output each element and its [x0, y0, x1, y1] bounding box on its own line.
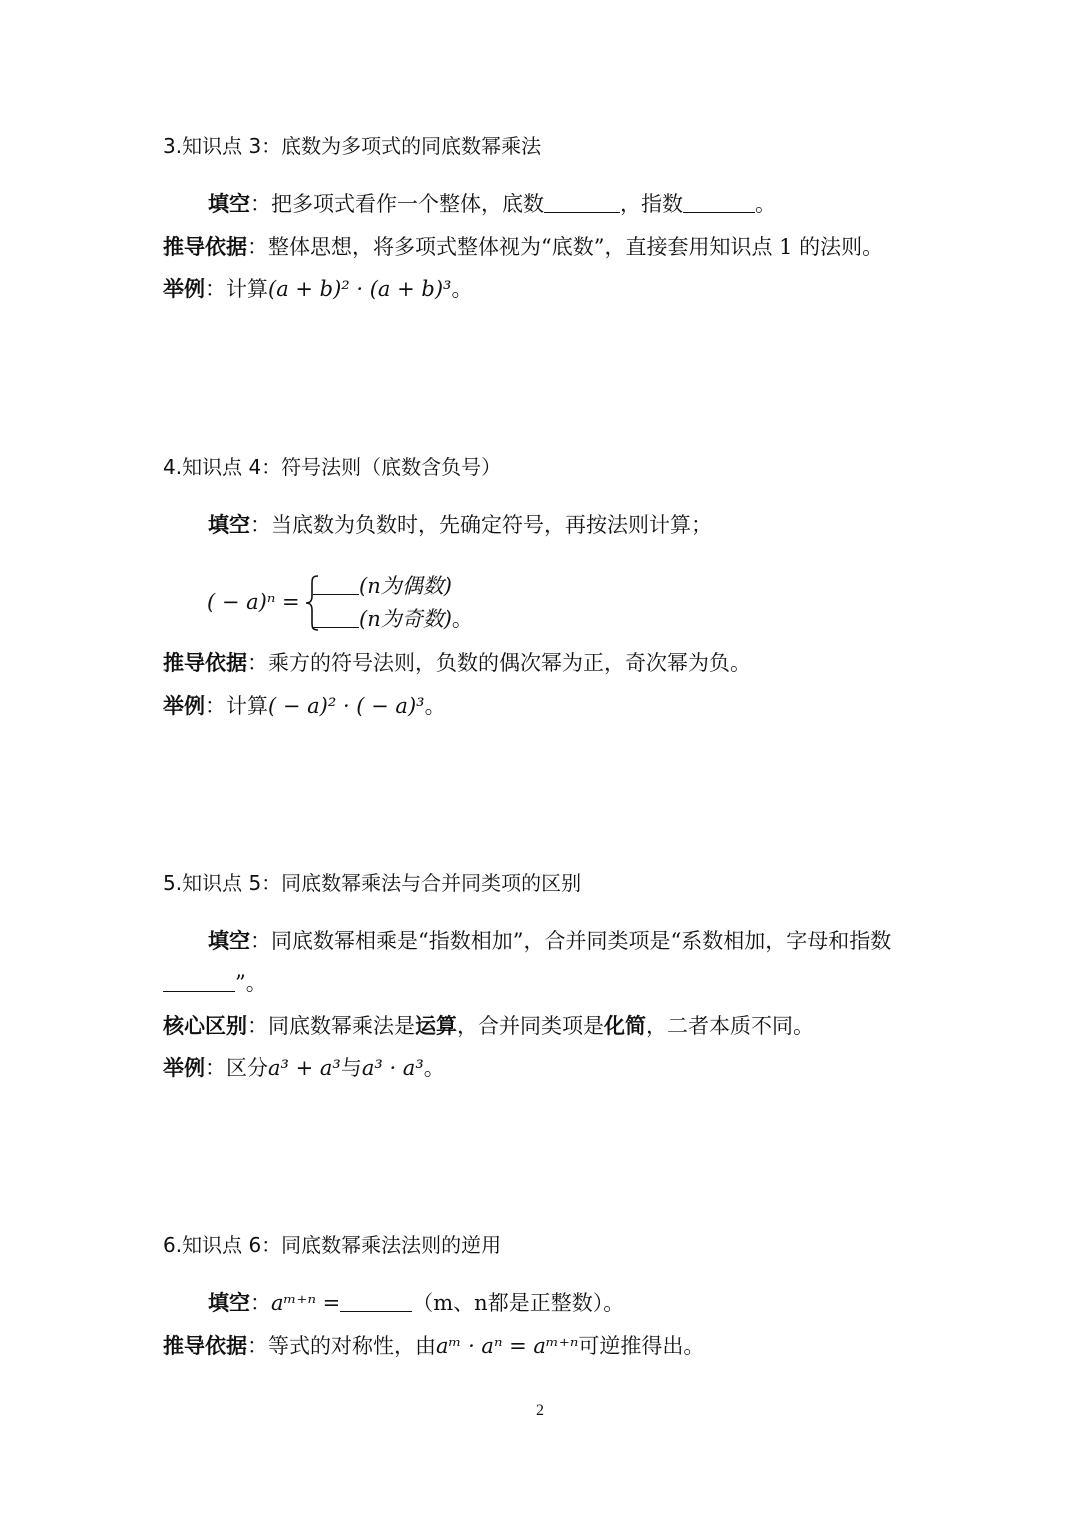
- fill-label: 填空: [208, 929, 250, 953]
- core-label: 核心区别: [163, 1014, 247, 1038]
- fill-tail: （m、n都是正整数）。: [412, 1291, 625, 1315]
- example-mid: 与: [340, 1056, 362, 1080]
- section-4-example-line: [163, 691, 446, 721]
- fill-expression: aᵐ⁺ⁿ =: [271, 1291, 341, 1315]
- basis-expression: aᵐ · aⁿ = aᵐ⁺ⁿ: [436, 1334, 579, 1358]
- section-5-example-line: [163, 1053, 445, 1083]
- section-3-fill-line: [208, 189, 776, 219]
- fill-text-end: ”。: [235, 971, 267, 995]
- example-expression-1: a³ + a³: [268, 1056, 341, 1080]
- example-end: 。: [451, 277, 473, 301]
- answer-blank[interactable]: [340, 1289, 412, 1312]
- section-3-basis-line: [163, 232, 883, 262]
- piecewise-end: 。: [451, 607, 473, 631]
- section-6-fill-line: [208, 1288, 624, 1318]
- section-5-heading: 5.知识点 5：同底数幂乘法与合并同类项的区别: [163, 871, 582, 895]
- fill-text-c: 。: [755, 192, 776, 216]
- basis-text: ：乘方的符号法则，负数的偶次幂为正，奇次幂为负。: [247, 651, 751, 675]
- answer-blank[interactable]: [683, 190, 755, 213]
- section-4-fill-line: [208, 510, 712, 540]
- basis-label: 推导依据: [163, 1334, 247, 1358]
- example-end: 。: [424, 694, 446, 718]
- fill-text-a: ：把多项式看作一个整体，底数: [250, 192, 544, 216]
- fill-text-b: ，指数: [620, 192, 683, 216]
- basis-text: ：整体思想，将多项式整体视为“底数”，直接套用知识点 1 的法则。: [247, 235, 884, 259]
- example-end: 。: [423, 1056, 445, 1080]
- section-5-fill-line: [208, 926, 891, 956]
- case-condition: (n为偶数): [359, 574, 452, 598]
- basis-label: 推导依据: [163, 235, 247, 259]
- core-text-a: ：同底数幂乘法是: [247, 1014, 415, 1038]
- example-label: 举例: [163, 694, 205, 718]
- answer-blank[interactable]: [163, 969, 235, 992]
- example-expression: (a + b)² · (a + b)³: [268, 277, 452, 301]
- example-expression: ( − a)² · ( − a)³: [268, 694, 425, 718]
- example-prefix: ：计算: [205, 694, 268, 718]
- fill-text: ：当底数为负数时，先确定符号，再按法则计算；: [250, 513, 712, 537]
- basis-text-b: 可逆推得出。: [578, 1334, 705, 1358]
- fill-text: ：同底数幂相乘是“指数相加”，合并同类项是“系数相加，字母和指数: [250, 929, 892, 953]
- piecewise-case-odd: [313, 605, 473, 633]
- section-3-example-line: [163, 274, 472, 304]
- piecewise-left-expression: ( − a)ⁿ =: [207, 590, 300, 614]
- answer-blank[interactable]: [544, 190, 620, 213]
- section-4-heading: 4.知识点 4：符号法则（底数含负号）: [163, 455, 502, 479]
- answer-blank[interactable]: [313, 574, 359, 595]
- example-prefix: ：计算: [205, 277, 268, 301]
- fill-colon: ：: [250, 1291, 271, 1315]
- basis-text-a: ：等式的对称性，由: [247, 1334, 436, 1358]
- core-text-e: ，二者本质不同。: [646, 1014, 814, 1038]
- fill-label: 填空: [208, 513, 250, 537]
- case-condition: (n为奇数): [359, 607, 452, 631]
- basis-label: 推导依据: [163, 651, 247, 675]
- section-5-core-line: [163, 1011, 814, 1041]
- page-number: 2: [536, 1402, 544, 1419]
- answer-blank[interactable]: [313, 607, 359, 628]
- example-expression-2: a³ · a³: [361, 1056, 424, 1080]
- example-prefix: ：区分: [205, 1056, 268, 1080]
- fill-label: 填空: [208, 192, 250, 216]
- core-keyword-operation: 运算: [415, 1014, 457, 1038]
- core-text-c: ，合并同类项是: [457, 1014, 604, 1038]
- section-5-fill-line-2: [163, 968, 267, 998]
- piecewise-case-even: [313, 572, 452, 600]
- core-keyword-simplify: 化简: [604, 1014, 646, 1038]
- section-6-basis-line: [163, 1331, 704, 1361]
- example-label: 举例: [163, 277, 205, 301]
- section-4-basis-line: [163, 648, 751, 678]
- section-3-heading: 3.知识点 3：底数为多项式的同底数幂乘法: [163, 134, 542, 158]
- example-label: 举例: [163, 1056, 205, 1080]
- section-6-heading: 6.知识点 6：同底数幂乘法法则的逆用: [163, 1233, 502, 1257]
- fill-label: 填空: [208, 1291, 250, 1315]
